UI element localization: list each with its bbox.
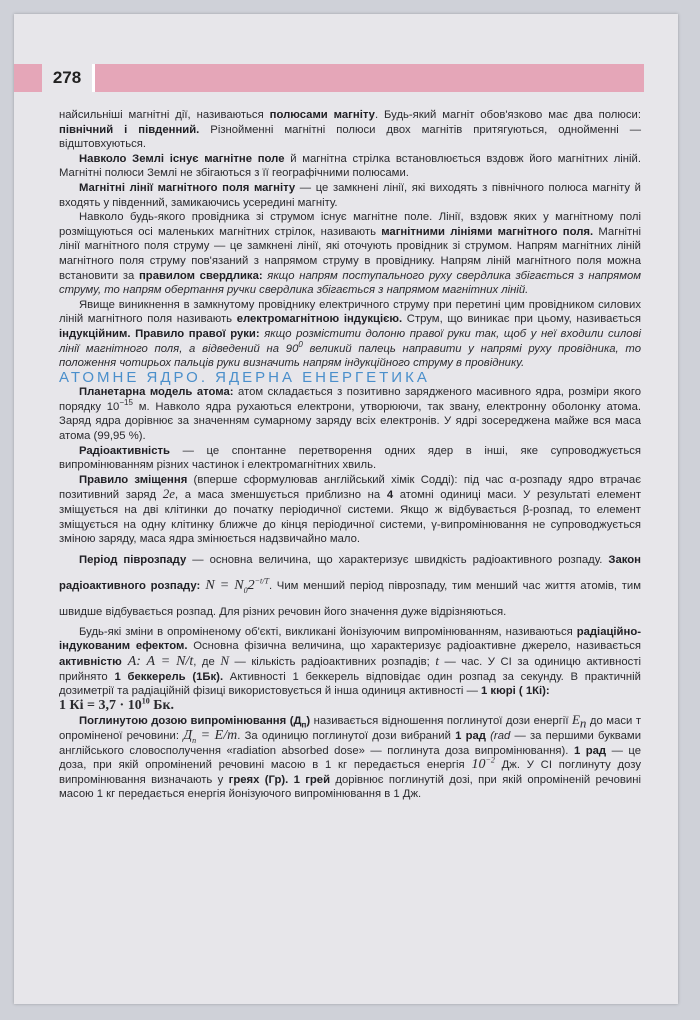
header-bar [14,64,644,92]
paragraph-half-life: Період піврозпаду — основна величина, що характеризує швидкість радіоактивного розпаду. Закон радіоактивного розпаду: $N = N_02^{-t/T}$. Чим менший період піврозпаду, тим менший час життя атомів, тим швидше відбувається розпад. Для різних речовин його значення дуже відрізняються. [59,553,642,618]
paragraph-planetary-model: Планетарна модель атома: атом складається з позитивно зарядженого масивного ядра, розміри якого порядку $10^{-15}$ м. Навколо ядра рухаються електрони, утворюючи, так звану, електронну оболонку атома. Заряд ядра дорівнює за значенням сумарному заряду всіх електронів. У ядрі зосереджена майже вся маса атома (99,95 %). [59,386,641,443]
curie-formula: 1 Кі = $3,7 \cdot 10^{10}$ Бк. [59,696,175,713]
paragraph-earth-field: Навколо Землі існує магнітне поле й магнітна стрілка встановлюється вздовж його магнітних ліній. Магнітні полюси Землі не збігаються з її географічними полюсами. [59,152,641,180]
book-page [14,14,678,1004]
paragraph-radioactivity: Радіоактивність — це спонтанне перетворення одних ядер в інші, яке супроводжується випромінюванням різних частинок і електромагнітних хвиль. [59,444,641,472]
page-content [59,108,641,802]
paragraph-shift-rule: Правило зміщення (вперше сформулював англійський хімік Содді): під час α-розпаду ядро втрачає позитивний заряд 2e, а маса зменшується приблизно на 4 атомні одиниці маси. У результаті елемент зміщується на дві клітинки до початку періодичної системи. Якщо ж відбувається β-розпад, то елемент зміщується на одну клітинку ближче до кінця періодичної системи, γ-випромінювання не супроводжується зміною заряду, маса ядра змінюється надзвичайно мало. [59,473,641,546]
paragraph-absorbed-dose: Поглинутою дозою випромінювання $(Д_п)$ називається відношення поглинутої дози енергії $E_п$ до маси т опроміненої речовини: $Д_п = E/m$. За одиницю поглинутої дози вибраний 1 рад (rad — за першими буквами англійського словосполучення «radiation absorbed dose» — поглинута доза випромінювання). 1 рад — це доза, при якій опромінений речовині масою в 1 кг передається енергія $10^{-2}$ Дж. У СІ поглинуту дозу випромінювання визначають у греях (Гр). 1 грей дорівнює поглинутій дозі, при якій опроміненій речовині масою 1 кг передається енергія йонізуючого випромінювання в 1 Дж. [59,712,642,801]
paragraph-activity: Будь-які зміни в опроміненому об'єкті, викликані йонізуючим випромінюванням, називаються радіаційно-індукованим ефектом. Основна фізична величина, що характеризує радіоактивне джерело, називається активністю A: A = N/t, де N — кількість радіоактивних розпадів; t — час. У СІ за одиницю активності прийнято 1 беккерель (1Бк). Активності 1 беккерель відповідає один розпад за секунду. В практичній дозиметрії та радіаційній фізиці використовується й інша одиниця активності — 1 кюрі ( 1Кі): 1 Кі = $3,7 \cdot 10^{10}$ Бк. [59,625,642,713]
paragraph-magnet-poles: найсильніші магнітні дії, називаються полюсами магніту. Будь-який магніт обов'язково має два полюси: північний і південний. Різнойменні магнітні полюси двох магнітів притягуються, однойменні — відштовхуються. [59,109,642,151]
paragraph-current-field: Навколо будь-якого провідника зі струмом існує магнітне поле. Лінії, вздовж яких у магнітному полі розміщуються осі маленьких магнітних стрілок, називають магнітними лініями магнітного поля. Магнітні лінії магнітного поля струму — це замкнені лінії, які оточують провідник зі струмом. Напрям магнітних ліній магнітного поля струму пов'язаний з напрямом струму в провіднику. Напрям ліній магнітного поля можна встановити за правилом свердлика: якщо напрям поступального руху свердлика збігається з напрямом струму, то напрям обертання ручки свердлика збігається з напрямом магнітних ліній. [59,211,641,297]
paragraph-induction: Явище виникнення в замкнутому провіднику електричного струму при перетині цим провідником силових ліній магнітного поля називають електромагнітною індукцією. Струм, що виникає при цьому, називається індукційним. Правило правої руки: якщо розмістити долоню правої руки так, щоб у неї входили силові лінії магнітного поля, а відведений на $90^0$ великий палець направити у напрямі руху провідника, то положення чотирьох пальців руки визначить напрям індукційного струму в провіднику. [59,298,642,370]
section-title: АТОМНЕ ЯДРО. ЯДЕРНА ЕНЕРГЕТИКА [59,368,430,386]
paragraph-field-lines: Магнітні лінії магнітного поля магніту — це замкнені лінії, які виходять з північного полюса магніту й входять у південний, замикаючись усередині магніту. [59,181,641,209]
dose-formula: $Д_п = E/m$ [183,727,238,745]
decay-law-formula: $N = N_02^{-t/T}$ [200,576,269,595]
page-number: 278 [42,64,95,92]
